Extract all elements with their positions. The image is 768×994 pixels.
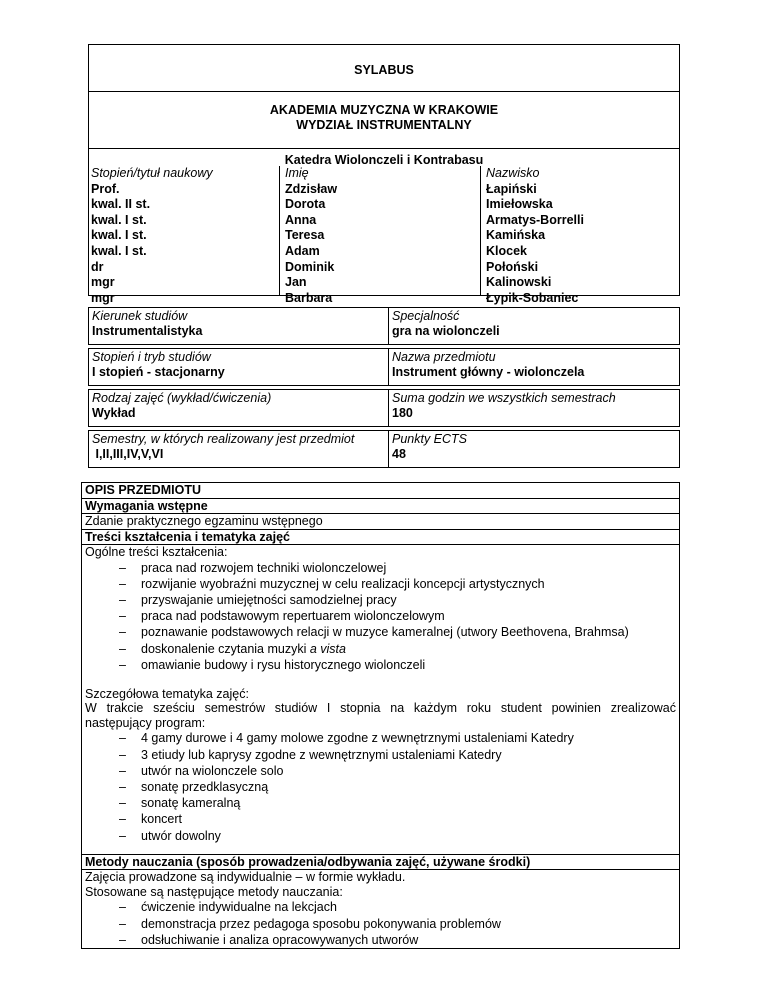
info-cell-left [88,430,389,468]
info-cell-left [88,389,389,427]
reading-italic: a vista [309,641,346,656]
staff-last-name: Łapiński [486,181,537,196]
academy-box [88,91,680,149]
staff-first-name: Dominik [285,259,335,274]
field-value: Instrument główny - wiolonczela [392,365,585,379]
staff-first-name: Anna [285,212,317,227]
staff-first-name: Dorota [285,197,326,212]
list-item: – praca nad rozwojem techniki wiolonczelowej [119,560,676,576]
titles-column [91,166,213,306]
list-item: – praca nad podstawowym repertuarem wiolonczelowym [119,608,676,624]
methods-heading: Metody nauczania (sposób prowadzenia/odbywania zajęć, używane środki) [82,855,679,871]
titles-column-label: Stopień/tytuł naukowy [91,166,213,180]
faculty-name: WYDZIAŁ INSTRUMENTALNY [296,118,472,132]
field-label: Stopień i tryb studiów [92,350,211,364]
info-row-field-of-study [88,307,680,345]
list-item: – demonstracja przez pedagoga sposobu pokonywania problemów [119,916,676,932]
field-value: 48 [392,447,406,461]
academy-name: AKADEMIA MUZYCZNA W KRAKOWIE [269,103,499,117]
info-cell-left [88,307,389,345]
staff-title: kwal. I st. [91,228,147,243]
field-label: Semestry, w których realizowany jest przedmiot [92,432,355,446]
info-cell-right [388,389,680,427]
first-name-column [279,166,338,305]
list-item: – utwór dowolny [119,828,676,844]
list-item: – utwór na wiolonczele solo [119,763,676,779]
course-description [81,482,680,949]
field-value: Wykład [92,406,136,420]
field-label: Punkty ECTS [392,432,468,446]
list-item: – rozwijanie wyobraźni muzycznej w celu realizacji koncepcji artystycznych [119,576,676,592]
staff-last-name: Armatys-Borrelli [486,212,584,227]
detail-intro [85,701,676,730]
staff-title: mgr [91,290,115,305]
staff-first-name: Adam [285,243,320,258]
field-value: 180 [392,406,413,420]
department-name: Katedra Wiolonczeli i Kontrabasu [284,153,484,167]
reading-text: doskonalenie czytania muzyki [141,641,310,656]
info-cell-right [388,430,680,468]
methods-list [85,899,676,948]
detail-intro-line: W trakcie sześciu semestrów studiów I stopnia na każdym roku student powinien zrealizować [85,701,676,716]
list-item: – omawianie budowy i rysu historycznego wiolonczeli [119,657,676,673]
list-item: – sonatę kameralną [119,795,676,811]
list-item: – poznawanie podstawowych relacji w muzyce kameralnej (utwory Beethovena, Brahmsa) [119,624,676,640]
field-label: Specjalność [392,309,460,323]
methods-section [82,870,679,948]
general-heading: Ogólne treści kształcenia: [85,545,228,559]
course-description-heading: OPIS PRZEDMIOTU [82,483,679,499]
detail-list [85,730,676,843]
staff-box [88,148,680,305]
staff-first-name: Teresa [285,228,325,243]
list-item: – koncert [119,811,676,827]
list-item: – ćwiczenie indywidualne na lekcjach [119,899,676,915]
info-cell-left [88,348,389,386]
last-name-column [480,166,584,305]
field-label: Kierunek studiów [92,309,188,323]
field-label: Nazwa przedmiotu [392,350,496,364]
staff-title: kwal. I st. [91,212,147,227]
staff-title: mgr [91,275,115,290]
staff-first-name: Jan [285,275,307,290]
info-cell-right [388,307,680,345]
staff-last-name: Połoński [486,259,539,274]
field-value: I stopień - stacjonarny [92,365,225,379]
staff-title: dr [91,259,104,274]
field-label: Suma godzin we wszystkich semestrach [392,391,616,405]
syllabus-title: SYLABUS [354,63,414,77]
info-row-degree [88,348,680,386]
syllabus-title-box [88,44,680,92]
content-section [82,545,679,855]
staff-first-name: Barbara [285,290,333,305]
field-label: Rodzaj zajęć (wykład/ćwiczenia) [92,391,272,405]
methods-intro: Zajęcia prowadzone są indywidualnie – w formie wykładu. [85,870,406,885]
staff-title: kwal. I st. [91,243,147,258]
list-item: – odsłuchiwanie i analiza opracowywanych utworów [119,932,676,948]
list-item [119,641,676,657]
staff-title: Prof. [91,181,120,196]
list-item: – 3 etiudy lub kaprysy zgodne z wewnętrznymi ustaleniami Katedry [119,747,676,763]
info-row-class-type [88,389,680,427]
requirements-text: Zdanie praktycznego egzaminu wstępnego [82,514,679,530]
detail-heading: Szczegółowa tematyka zajęć: [85,686,249,701]
staff-last-name: Imiełowska [486,197,553,212]
info-cell-right [388,348,680,386]
staff-first-name: Zdzisław [285,181,338,196]
content-heading: Treści kształcenia i tematyka zajęć [82,530,679,546]
methods-intro: Stosowane są następujące metody nauczania: [85,884,343,899]
detail-intro-line: następujący program: [85,715,206,730]
field-value: Instrumentalistyka [92,324,203,338]
staff-last-name: Kalinowski [486,275,552,290]
last-name-column-label: Nazwisko [486,166,540,180]
first-name-column-label: Imię [285,166,309,180]
general-list [85,560,676,673]
staff-last-name: Łypik-Sobaniec [486,290,579,305]
staff-title: kwal. II st. [91,197,151,212]
list-item: – przyswajanie umiejętności samodzielnej pracy [119,592,676,608]
info-row-semesters [88,430,680,468]
list-item: – sonatę przedklasyczną [119,779,676,795]
list-item: – 4 gamy durowe i 4 gamy molowe zgodne z wewnętrznymi ustaleniami Katedry [119,730,676,746]
staff-last-name: Klocek [486,243,527,258]
staff-last-name: Kamińska [486,228,546,243]
field-value: gra na wiolonczeli [392,324,500,338]
requirements-heading: Wymagania wstępne [82,499,679,515]
field-value: I,II,III,IV,V,VI [92,447,164,461]
